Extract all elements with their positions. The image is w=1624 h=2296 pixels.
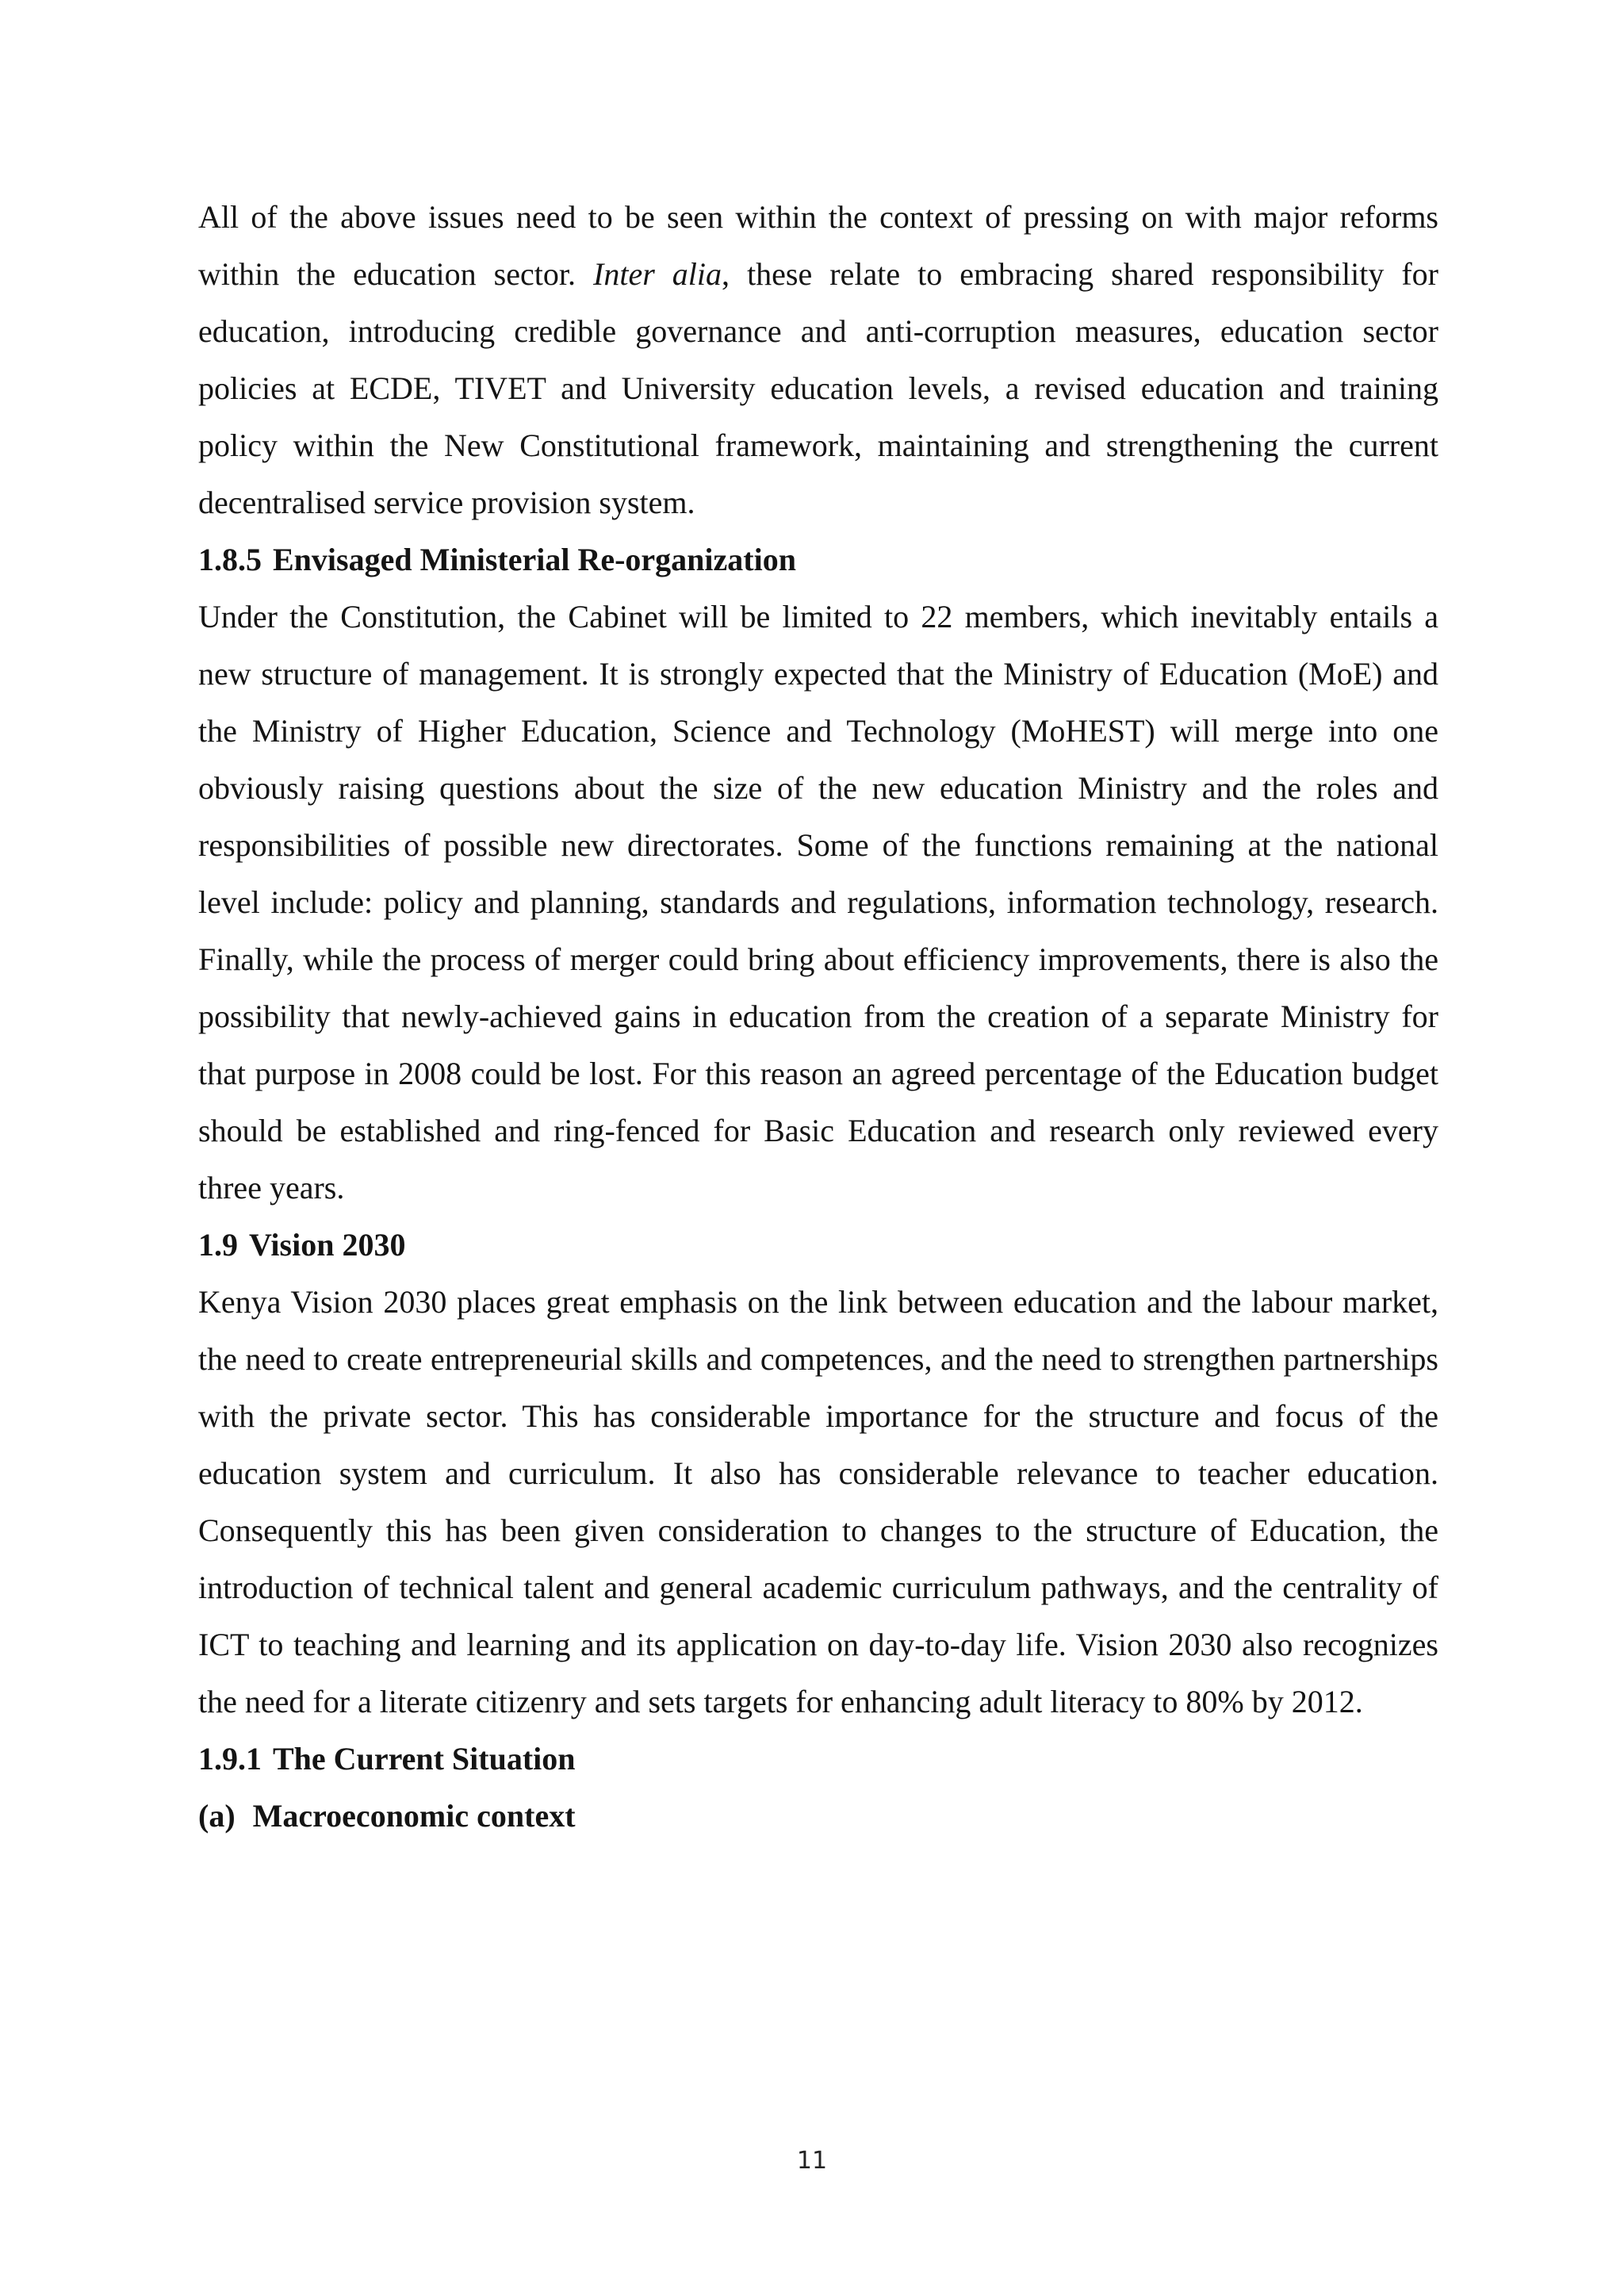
- heading-title: Macroeconomic context: [252, 1798, 576, 1834]
- paragraph-vision-2030: Kenya Vision 2030 places great emphasis on the link between education and the labour market, the need to create entrepreneurial skills and competences, and the need to strengthen partnerships with the private sector. This has considerable importance for the structure and focus of the education system and curriculum. It also has considerable relevance to teacher education. Consequently this has been given consideration to changes to the structure of Education, the introduction of technical talent and general academic curriculum pathways, and the centrality of ICT to teaching and learning and its application on day-to-day life. Vision 2030 also recognizes the need for a literate citizenry and sets targets for enhancing adult literacy to 80% by 2012.: [198, 1284, 1438, 1719]
- heading-number: 1.8.5: [198, 542, 262, 577]
- heading-a: [198, 1788, 1438, 1845]
- paragraph-reforms-italic: Inter alia: [593, 256, 722, 292]
- heading-1-8-5: [198, 531, 1438, 588]
- paragraph-reforms-text-start: All of the above issues need to be seen within the context of pressing on with major reforms within the education sector.: [198, 199, 1438, 292]
- page-number: 11: [796, 2147, 828, 2175]
- heading-1-9-1: [198, 1731, 1438, 1788]
- heading-number: 1.9: [198, 1227, 238, 1263]
- paragraph-reforms: [198, 189, 1438, 531]
- heading-number: 1.9.1: [198, 1741, 262, 1777]
- heading-title: The Current Situation: [273, 1741, 576, 1777]
- paragraph-reforms-text-end: , these relate to embracing shared responsibility for education, introducing credible governance and anti-corruption measures, education sector policies at ECDE, TIVET and University education levels, a revised education and training policy within the New Constitutional framework, maintaining and strengthening the current decentralised service provision system.: [198, 256, 1438, 520]
- heading-title: Vision 2030: [249, 1227, 406, 1263]
- page-content: [198, 189, 1438, 1845]
- heading-1-9: [198, 1217, 1438, 1274]
- paragraph-ministerial-reorganization: Under the Constitution, the Cabinet will be limited to 22 members, which inevitably entails a new structure of management. It is strongly expected that the Ministry of Education (MoE) and the Ministry of Higher Education, Science and Technology (MoHEST) will merge into one obviously raising questions about the size of the new education Ministry and the roles and responsibilities of possible new directorates. Some of the functions remaining at the national level include: policy and planning, standards and regulations, information technology, research. Finally, while the process of merger could bring about efficiency improvements, there is also the possibility that newly-achieved gains in education from the creation of a separate Ministry for that purpose in 2008 could be lost. For this reason an agreed percentage of the Education budget should be established and ring-fenced for Basic Education and research only reviewed every three years.: [198, 599, 1438, 1205]
- heading-title: Envisaged Ministerial Re-organization: [273, 542, 796, 577]
- heading-number: (a): [198, 1798, 236, 1834]
